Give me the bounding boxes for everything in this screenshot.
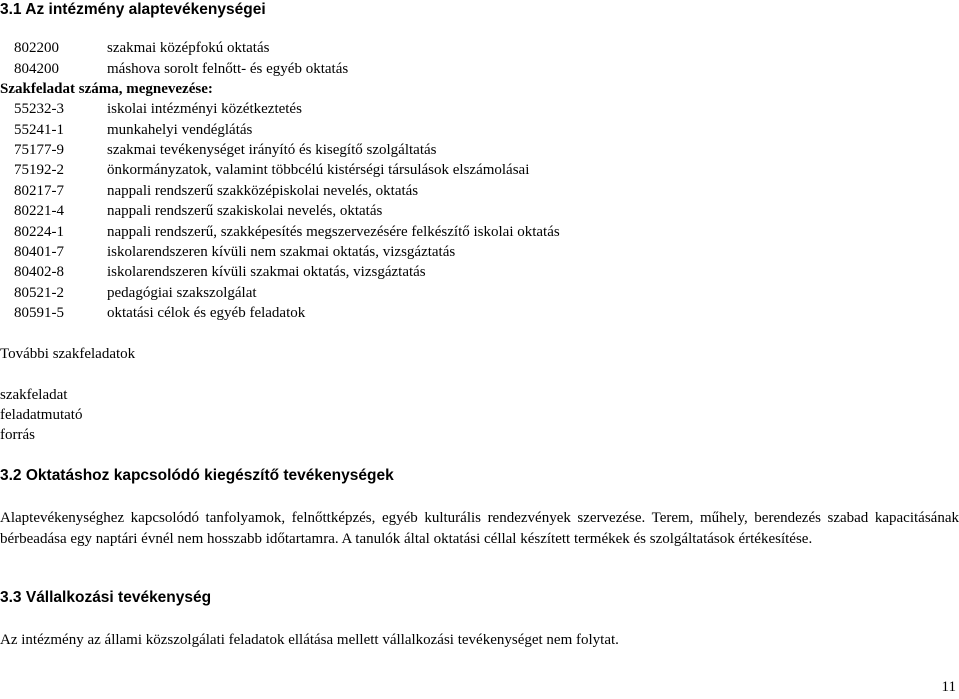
task-code: 80591-5 <box>14 305 64 321</box>
task-label: nappali rendszerű szakközépiskolai nevelés, oktatás <box>107 183 419 199</box>
activity-code: 802200 <box>14 40 59 56</box>
activity-label: máshova sorolt felnőtt- és egyéb oktatás <box>107 61 349 77</box>
further-tasks-title: További szakfeladatok <box>0 346 136 362</box>
activity-label: szakmai középfokú oktatás <box>107 40 270 56</box>
task-row <box>0 242 959 262</box>
main-activity-row <box>0 38 959 58</box>
task-code: 80221-4 <box>14 203 64 219</box>
task-label: nappali rendszerű, szakképesítés megszervezésére felkészítő iskolai oktatás <box>107 224 560 240</box>
task-code: 80401-7 <box>14 244 64 260</box>
task-label: iskolarendszeren kívüli nem szakmai oktatás, vizsgáztatás <box>107 244 456 260</box>
task-code: 55241-1 <box>14 122 64 138</box>
task-row <box>0 181 959 201</box>
task-row <box>0 303 959 323</box>
task-code: 80521-2 <box>14 285 64 301</box>
task-code: 75192-2 <box>14 162 64 178</box>
section-3-1-heading: 3.1 Az intézmény alaptevékenységei <box>0 1 266 18</box>
task-code: 80217-7 <box>14 183 64 199</box>
further-line-source: forrás <box>0 427 35 443</box>
task-label: önkormányzatok, valamint többcélú kistérségi társulások elszámolásai <box>107 162 530 178</box>
section-3-3-heading: 3.3 Vállalkozási tevékenység <box>0 589 212 606</box>
main-activity-row <box>0 59 959 79</box>
task-row <box>0 120 959 140</box>
task-row <box>0 140 959 160</box>
task-code: 55232-3 <box>14 101 64 117</box>
task-code: 75177-9 <box>14 142 64 158</box>
task-row <box>0 222 959 242</box>
task-label: nappali rendszerű szakiskolai nevelés, oktatás <box>107 203 383 219</box>
task-code: 80402-8 <box>14 264 64 280</box>
task-label: oktatási célok és egyéb feladatok <box>107 305 306 321</box>
task-list-subheading: Szakfeladat száma, megnevezése: <box>0 81 213 97</box>
further-line-task: szakfeladat <box>0 387 68 403</box>
task-label: szakmai tevékenységet irányító és kisegítő szolgáltatás <box>107 142 437 158</box>
task-row <box>0 160 959 180</box>
further-line-indicator: feladatmutató <box>0 407 83 423</box>
task-row <box>0 99 959 119</box>
page-number: 11 <box>941 679 956 695</box>
task-row <box>0 262 959 282</box>
activity-code: 804200 <box>14 61 59 77</box>
task-row <box>0 201 959 221</box>
section-3-2-paragraph: Alaptevékenységhez kapcsolódó tanfolyamok, felnőttképzés, egyéb kulturális rendezvények szervezése. Terem, műhely, berendezés szabad kapacitásának bérbeadása egy naptári évnél nem hosszabb időtartamra. A tanulók által oktatási céllal készített termékek és szolgáltatások értékesítése. <box>0 510 959 547</box>
task-row <box>0 283 959 303</box>
task-label: munkahelyi vendéglátás <box>107 122 253 138</box>
section-3-2-heading: 3.2 Oktatáshoz kapcsolódó kiegészítő tevékenységek <box>0 467 394 484</box>
task-label: iskolarendszeren kívüli szakmai oktatás, vizsgáztatás <box>107 264 426 280</box>
task-code: 80224-1 <box>14 224 64 240</box>
task-label: iskolai intézményi közétkeztetés <box>107 101 302 117</box>
section-3-3-paragraph: Az intézmény az állami közszolgálati feladatok ellátása mellett vállalkozási tevékenységet nem folytat. <box>0 632 619 648</box>
task-label: pedagógiai szakszolgálat <box>107 285 257 301</box>
